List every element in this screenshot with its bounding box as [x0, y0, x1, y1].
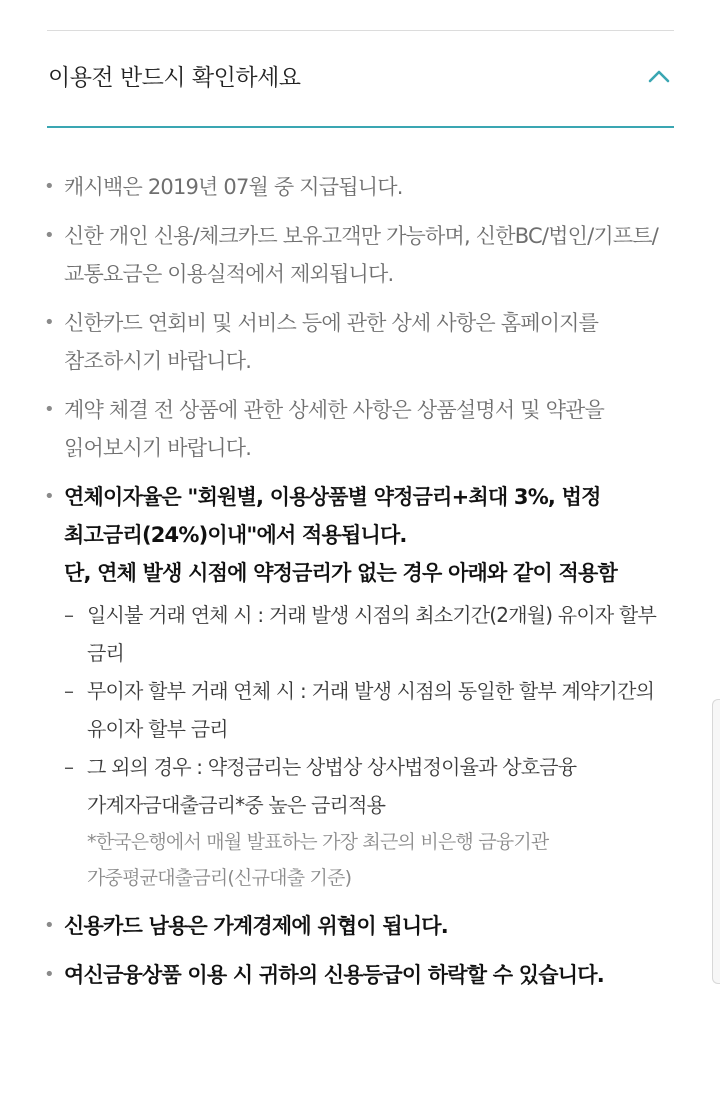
late-interest-sub-list — [64, 596, 682, 824]
notice-item-credit-rating — [42, 956, 682, 994]
sub-item-interest-free — [64, 672, 682, 748]
notice-text: 여신금융상품 이용 시 귀하의 신용등급이 하락할 수 있습니다. — [64, 963, 604, 987]
notice-item-cashback — [42, 168, 682, 206]
footnote: *한국은행에서 매월 발표하는 가장 최근의 비은행 금융기관 가중평균대출금리(신규대출 기준) — [87, 831, 549, 889]
notice-text: 캐시백은 2019년 07월 중 지급됩니다. — [64, 175, 403, 199]
notice-item-late-interest — [42, 478, 682, 896]
dash-icon: – — [64, 755, 74, 779]
sub-item-text: 일시불 거래 연체 시 : 거래 발생 시점의 최소기간(2개월) 유이자 할부 금리 — [87, 603, 656, 665]
bullet-icon: • — [44, 225, 54, 246]
notice-text: 신한 개인 신용/체크카드 보유고객만 가능하며, 신한BC/법인/기프트/교통요금은 이용실적에서 제외됩니다. — [64, 224, 659, 286]
bullet-icon: • — [44, 176, 54, 197]
bullet-icon: • — [44, 915, 54, 936]
bullet-icon: • — [44, 399, 54, 420]
notice-item-eligibility — [42, 217, 682, 293]
notice-text: 계약 체결 전 상품에 관한 상세한 사항은 상품설명서 및 약관을 읽어보시기 바랍니다. — [64, 398, 605, 460]
notice-text: 신한카드 연회비 및 서비스 등에 관한 상세 사항은 홈페이지를 참조하시기 바랍니다. — [64, 311, 599, 373]
notice-text-continued: 단, 연체 발생 시점에 약정금리가 없는 경우 아래와 같이 적용함 — [64, 561, 617, 585]
scrollbar-thumb[interactable] — [712, 699, 720, 984]
notice-item-annual-fee — [42, 304, 682, 380]
notice-item-card-abuse — [42, 907, 682, 945]
sub-item-lump-sum — [64, 596, 682, 672]
notice-text: 신용카드 남용은 가계경제에 위협이 됩니다. — [64, 914, 448, 938]
notice-list — [42, 168, 682, 1005]
sub-item-other-cases — [64, 748, 682, 824]
chevron-up-icon[interactable] — [648, 69, 670, 83]
notice-item-product-terms — [42, 391, 682, 467]
notice-text: 연체이자율은 "회원별, 이용상품별 약정금리+최대 3%, 법정 최고금리(24%)이내"에서 적용됩니다. — [64, 485, 601, 547]
dash-icon: – — [64, 603, 74, 627]
sub-item-text: 무이자 할부 거래 연체 시 : 거래 발생 시점의 동일한 할부 계약기간의 유이자 할부 금리 — [87, 679, 655, 741]
accordion-title: 이용전 반드시 확인하세요 — [48, 65, 301, 91]
bullet-icon: • — [44, 312, 54, 333]
bullet-icon: • — [44, 964, 54, 985]
sub-item-text: 그 외의 경우 : 약정금리는 상법상 상사법정이율과 상호금융 가계자금대출금리*중 높은 금리적용 — [87, 755, 577, 817]
dash-icon: – — [64, 679, 74, 703]
bullet-icon: • — [44, 486, 54, 507]
accordion-header[interactable] — [47, 31, 674, 125]
accordion-header-underline — [47, 126, 674, 128]
